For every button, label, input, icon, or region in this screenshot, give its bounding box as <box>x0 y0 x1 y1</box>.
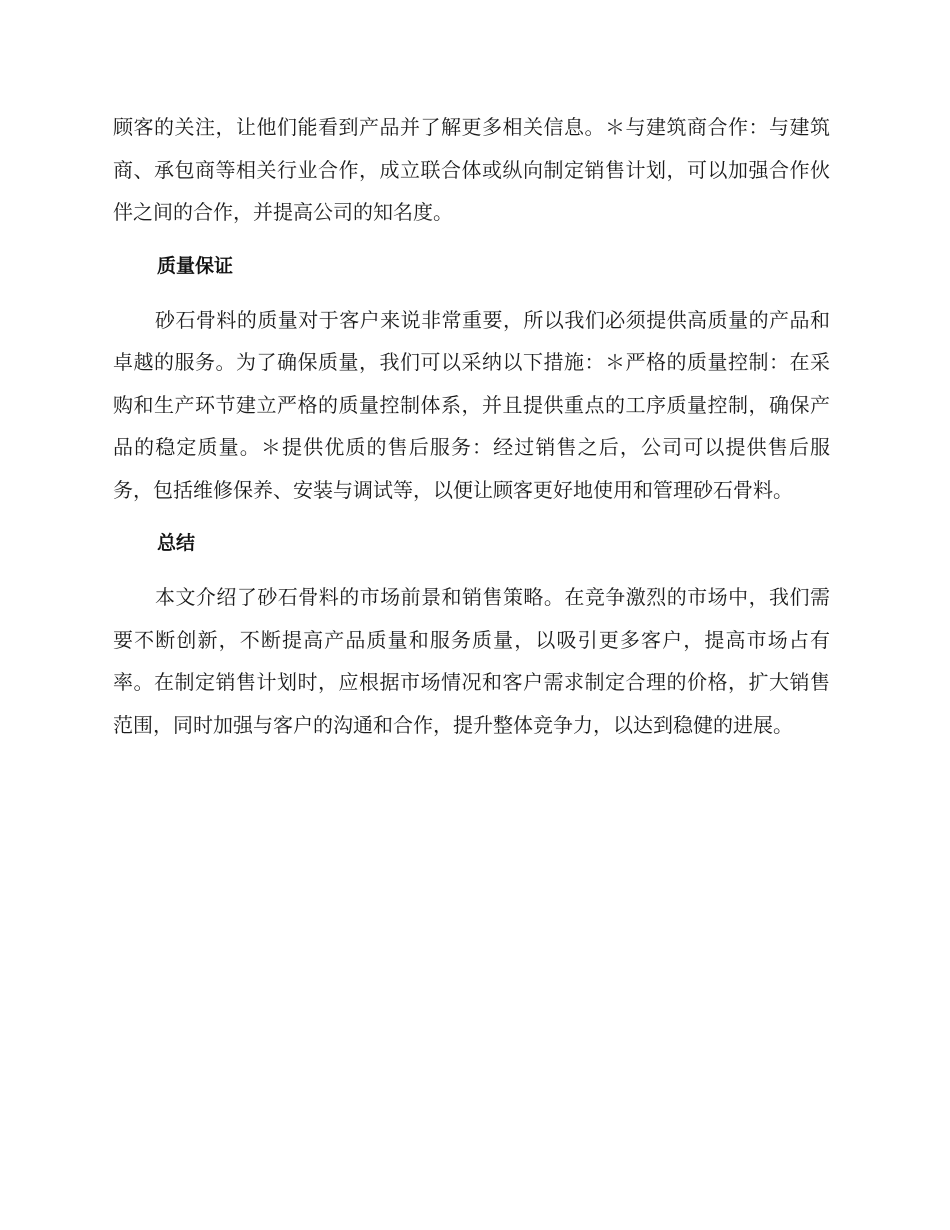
spacer <box>113 287 830 299</box>
document-body <box>113 106 830 746</box>
spacer <box>113 511 830 522</box>
intro-paragraph: 顾客的关注，让他们能看到产品并了解更多相关信息。＊与建筑商合作：与建筑商、承包商等相关行业合作，成立联合体或纵向制定销售计划，可以加强合作伙伴之间的合作，并提高公司的知名度。 <box>113 115 830 224</box>
section-paragraph-summary: 本文介绍了砂石骨料的市场前景和销售策略。在竞争激烈的市场中，我们需要不断创新，不断提高产品质量和服务质量，以吸引更多客户，提高市场占有率。在制定销售计划时，应根据市场情况和客户需求制定合理的价格，扩大销售范围，同时加强与客户的沟通和合作，提升整体竞争力，以达到稳健的进展。 <box>113 585 830 737</box>
spacer <box>113 564 830 576</box>
section-heading-quality: 质量保证 <box>157 254 234 277</box>
section-paragraph-quality: 砂石骨料的质量对于客户来说非常重要，所以我们必须提供高质量的产品和卓越的服务。为了确保质量，我们可以采纳以下措施：＊严格的质量控制：在采购和生产环节建立严格的质量控制体系，并且提供重点的工序质量控制，确保产品的稳定质量。＊提供优质的售后服务：经过销售之后，公司可以提供售后服务，包括维修保养、安装与调试等，以便让顾客更好地使用和管理砂石骨料。 <box>113 307 830 502</box>
spacer <box>113 234 830 245</box>
section-heading-summary: 总结 <box>157 532 196 554</box>
